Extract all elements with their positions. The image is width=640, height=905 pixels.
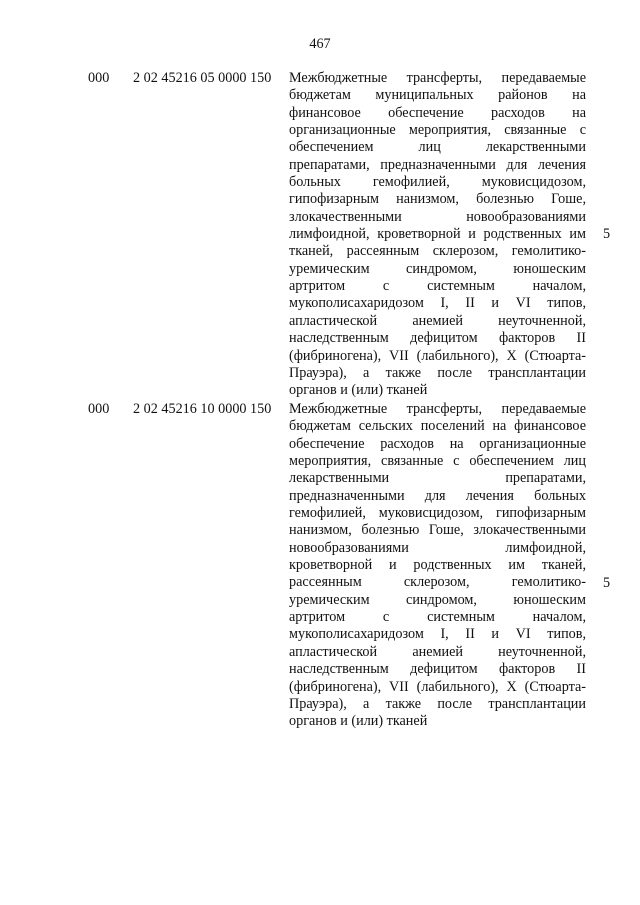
description-line: препаратами, предназначенными для лечения <box>289 156 586 173</box>
description-line: предназначенными для лечения больных <box>289 487 586 504</box>
description-line: гипофизарным нанизмом, болезнью Гоше, <box>289 191 586 208</box>
description-line: наследственным дефицитом факторов II <box>289 661 586 678</box>
description-line: злокачественными новообразованиями <box>289 208 586 225</box>
description-line: обеспечением лиц лекарственными <box>289 139 586 156</box>
budget-classification-code: 2 02 45216 10 0000 150 <box>133 401 272 417</box>
admin-code: 000 <box>88 401 110 417</box>
description-line: организационные мероприятия, связанные с <box>289 122 586 139</box>
description-line: гемофилией, муковисцидозом, гипофизарным <box>289 505 586 522</box>
description-line: рассеянным склерозом, гемолитико- <box>289 574 586 591</box>
description-line: уремическим синдромом, юношеским <box>289 591 586 608</box>
description-line: апластической анемией неуточненной, <box>289 643 586 660</box>
row-amount: 5 <box>603 575 611 591</box>
budget-classification-code: 2 02 45216 05 0000 150 <box>133 70 272 86</box>
description-line: мукополисахаридозом I, II и VI типов, <box>289 626 586 643</box>
description-line: нанизмом, болезнью Гоше, злокачественными <box>289 522 586 539</box>
description-line: больных гемофилией, муковисцидозом, <box>289 174 586 191</box>
description-line: уремическим синдромом, юношеским <box>289 260 586 277</box>
description-line: артритом с системным началом, <box>289 278 586 295</box>
description-line: новообразованиями лимфоидной, <box>289 539 586 556</box>
row-description <box>289 401 586 731</box>
description-line: мероприятия, связанные с обеспечением лиц <box>289 453 586 470</box>
row-amount: 5 <box>603 226 611 242</box>
page-number: 467 <box>309 36 331 52</box>
description-line: Межбюджетные трансферты, передаваемые <box>289 70 586 86</box>
description-line: органов и (или) тканей <box>289 713 428 730</box>
admin-code: 000 <box>88 70 110 86</box>
description-line: апластической анемией неуточненной, <box>289 312 586 329</box>
description-line: органов и (или) тканей <box>289 382 428 399</box>
description-line: (фибриногена), VII (лабильного), X (Стюарта- <box>289 347 586 364</box>
description-line: Прауэра), а также после трансплантации <box>289 695 586 712</box>
description-line: Межбюджетные трансферты, передаваемые <box>289 401 586 417</box>
description-line: бюджетам сельских поселений на финансовое <box>289 418 586 435</box>
description-line: (фибриногена), VII (лабильного), X (Стюарта- <box>289 678 586 695</box>
description-line: лимфоидной, кроветворной и родственных им <box>289 226 586 243</box>
row-description <box>289 70 586 400</box>
description-line: артритом с системным началом, <box>289 609 586 626</box>
description-line: лекарственными препаратами, <box>289 470 586 487</box>
description-line: наследственным дефицитом факторов II <box>289 330 586 347</box>
description-line: кроветворной и родственных им тканей, <box>289 557 586 574</box>
description-line: мукополисахаридозом I, II и VI типов, <box>289 295 586 312</box>
description-line: тканей, рассеянным склерозом, гемолитико- <box>289 243 586 260</box>
description-line: финансовое обеспечение расходов на <box>289 104 586 121</box>
description-line: обеспечение расходов на организационные <box>289 435 586 452</box>
description-line: бюджетам муниципальных районов на <box>289 87 586 104</box>
description-line: Прауэра), а также после трансплантации <box>289 364 586 381</box>
